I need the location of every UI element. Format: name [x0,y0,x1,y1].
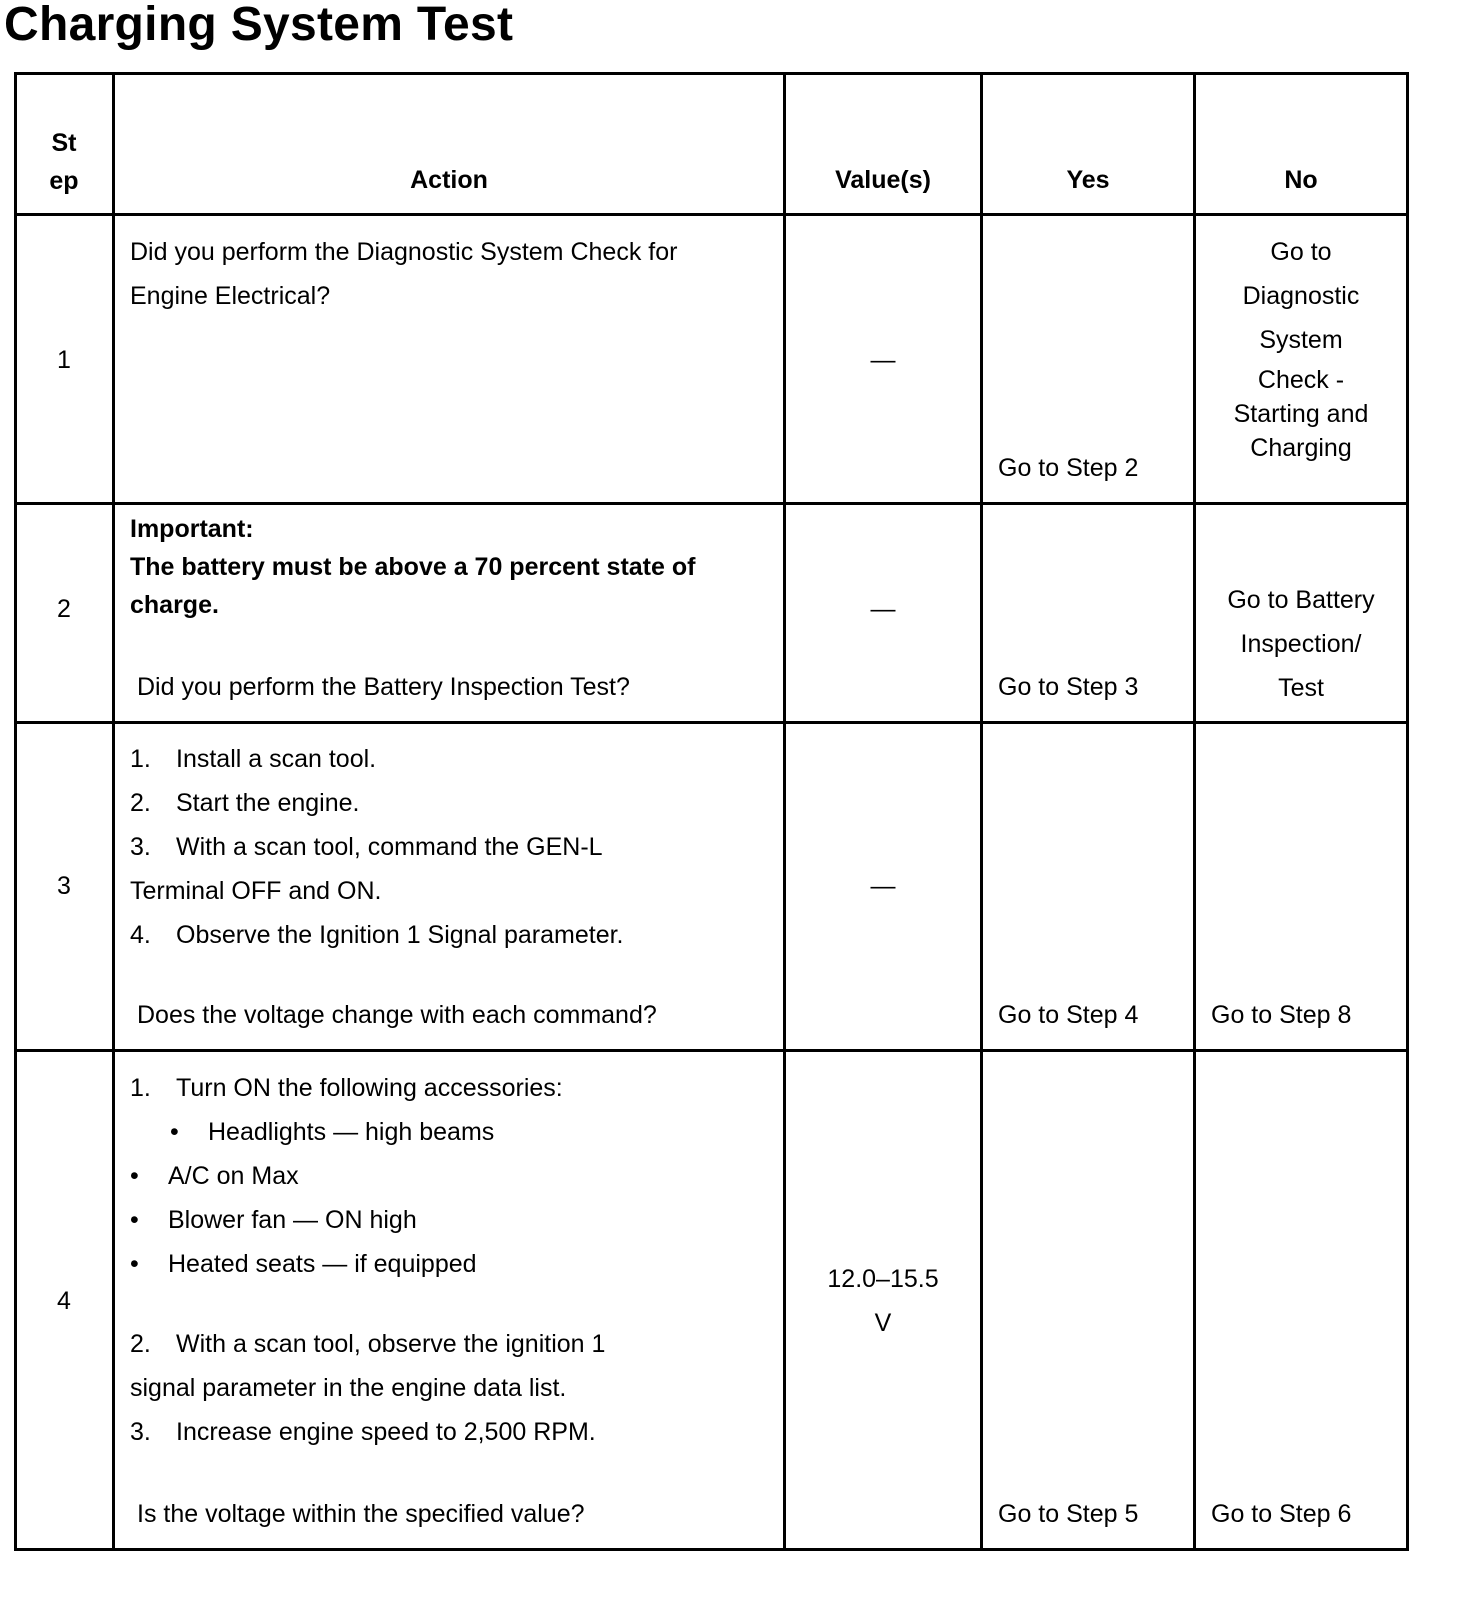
yes-result: Go to Step 2 [998,454,1139,482]
value-text: 12.0–15.5 V [827,1265,939,1337]
step-number: 4 [57,1287,71,1315]
action-text: Did you perform the Diagnostic System Check for Engine Electrical? [130,238,678,310]
list-item: 4. Observe the Ignition 1 Signal parameter. [130,921,624,949]
bullet-item: • Headlights — high beams [170,1118,495,1146]
table-border-right [1406,72,1409,1551]
no-result: Go to Step 8 [1211,1001,1352,1029]
header-values: Value(s) [835,166,931,194]
value-text: — [870,346,896,374]
step-number: 1 [57,346,71,374]
yes-result: Go to Step 5 [998,1500,1139,1528]
header-step: St ep [49,129,79,195]
question-text: Did you perform the Battery Inspection Test? [137,673,630,701]
value-text: — [870,872,896,900]
step-number: 3 [57,872,71,900]
bullet-item: • Blower fan — ON high [130,1206,417,1234]
row-divider [14,721,1409,724]
column-divider [112,72,115,1551]
row-divider [14,1049,1409,1052]
list-item: 1. Turn ON the following accessories: [130,1074,563,1102]
list-item: 3. Increase engine speed to 2,500 RPM. [130,1418,596,1446]
list-item: 2. With a scan tool, observe the ignition 1 [130,1330,606,1358]
no-result: Go to Battery Inspection/ Test [1227,586,1375,702]
header-action: Action [410,166,488,194]
bullet-item: • Heated seats — if equipped [130,1250,477,1278]
action-text [130,1066,780,1286]
row-divider [14,213,1409,216]
list-item: 1. Install a scan tool. [130,745,377,773]
action-text [130,737,780,957]
page-title: Charging System Test [4,0,514,51]
question-text: Is the voltage within the specified value? [137,1500,585,1528]
header-no: No [1284,166,1318,194]
table-border-left [14,72,17,1551]
question-text: Does the voltage change with each command? [137,1001,657,1029]
list-item-continuation: signal parameter in the engine data list. [130,1374,567,1402]
value-text: — [870,595,896,623]
no-result: Go to Diagnostic System Check - Starting and Charging [1233,238,1369,462]
list-item: 3. With a scan tool, command the GEN-L [130,833,603,861]
step-number: 2 [57,595,71,623]
list-item-continuation: Terminal OFF and ON. [130,877,382,905]
row-divider [14,502,1409,505]
yes-result: Go to Step 3 [998,673,1139,701]
action-text: Important: The battery must be above a 70 percent state of charge. [130,510,780,624]
table-border-bottom [14,1548,1409,1551]
yes-result: Go to Step 4 [998,1001,1139,1029]
bullet-item: • A/C on Max [130,1162,299,1190]
action-text-continued [130,1322,780,1454]
header-yes: Yes [1066,166,1110,194]
no-result: Go to Step 6 [1211,1500,1352,1528]
important-label: Important: [130,515,254,543]
list-item: 2. Start the engine. [130,789,360,817]
table-border-top [14,72,1409,75]
column-divider [980,72,983,1551]
